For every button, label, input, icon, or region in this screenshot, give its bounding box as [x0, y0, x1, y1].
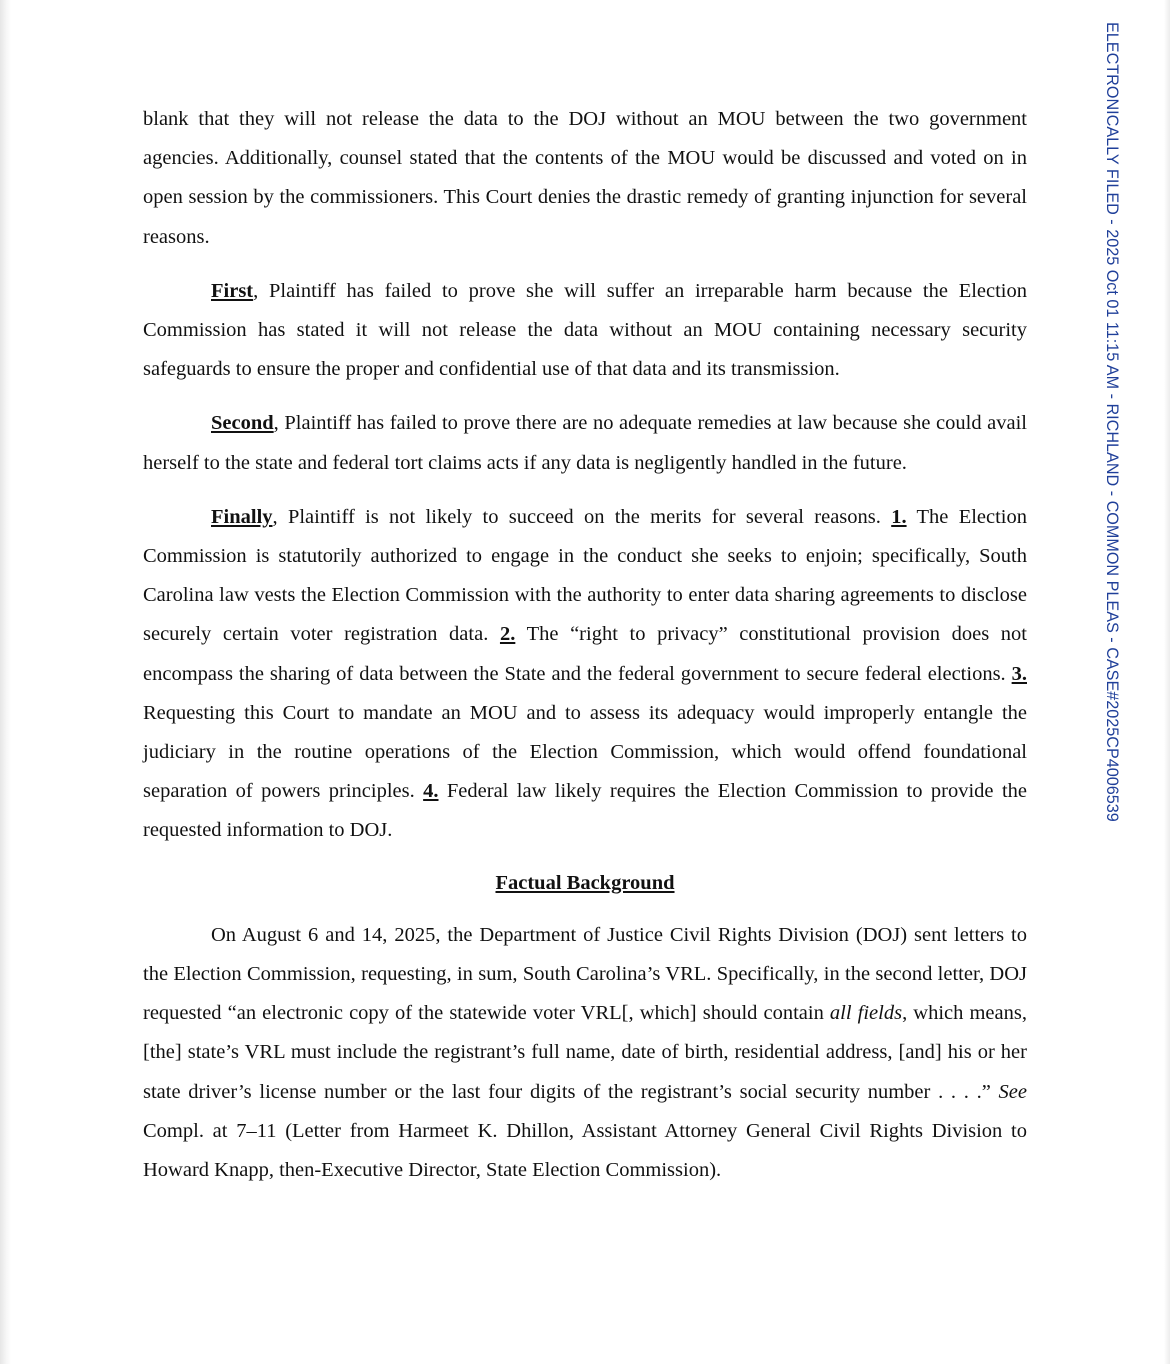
emphasis-see: See	[998, 1080, 1027, 1103]
paragraph-finally-text-2: The “right to privacy” constitutional provision does not encompass the sharing of data between the State and the federal government to secure federal elections.	[143, 623, 1027, 685]
reason-number-4: 4.	[423, 780, 439, 803]
paragraph-background-text-2: Compl. at 7–11 (Letter from Harmeet K. Dhillon, Assistant Attorney General Civil Rights Division to Howard Knapp, then-Executive Director, State Election Commission).	[143, 1119, 1027, 1182]
document-body	[143, 100, 1027, 1190]
reason-number-1: 1.	[891, 505, 907, 528]
paragraph-background-text-1: , which means, [the] state’s VRL must include the registrant’s full name, date of birth, residential address, [and] his or her state driver’s license number or the last four digits of the registrant’s social security number . . . .”	[143, 1002, 1027, 1103]
paragraph-continuation: blank that they will not release the data to the DOJ without an MOU between the two government agencies. Additionally, counsel stated that the contents of the MOU would be discussed and voted on in open session by the commissioners. This Court denies the drastic remedy of granting injunction for several reasons.	[143, 108, 1027, 248]
filing-stamp-text: ELECTRONICALLY FILED - 2025 Oct 01 11:15 AM - RICHLAND - COMMON PLEAS - CASE#2025CP4006539	[1103, 22, 1121, 822]
section-heading: Factual Background	[495, 871, 675, 894]
filing-stamp	[1102, 22, 1122, 962]
lead-word-finally: Finally	[211, 505, 273, 528]
reason-number-2: 2.	[499, 623, 516, 646]
lead-word-second: Second	[211, 412, 274, 435]
reason-number-3: 3.	[1011, 662, 1027, 685]
paragraph-background-text-0: On August 6 and 14, 2025, the Department of Justice Civil Rights Division (DOJ) sent letters to the Election Commission, requesting, in sum, South Carolina’s VRL. Specifically, in the second letter, DOJ requested “an electronic copy of the statewide voter VRL[, which] should contain	[143, 923, 1027, 1025]
paragraph-background	[143, 916, 1027, 1190]
paragraph-finally	[143, 498, 1027, 851]
paragraph-first	[143, 272, 1027, 390]
paragraph-finally-text-4: Federal law likely requires the Election Commission to provide the requested information to DOJ.	[143, 780, 1027, 842]
paragraph-first-text: , Plaintiff has failed to prove she will suffer an irreparable harm because the Election Commission has stated it will not release the data without an MOU containing necessary security safeguards to ensure the proper and confidential use of that data and its transmission.	[143, 279, 1027, 381]
paragraph-finally-text-3: Requesting this Court to mandate an MOU and to assess its adequacy would improperly entangle the judiciary in the routine operations of the Election Commission, which would offend foundational separation of powers principles.	[143, 701, 1027, 803]
paragraph-finally-text-1: The Election Commission is statutorily authorized to engage in the conduct she seeks to enjoin; specifically, South Carolina law vests the Election Commission with the authority to enter data sharing agreements to disclose securely certain voter registration data.	[143, 505, 1028, 646]
paragraph-finally-text-0: , Plaintiff is not likely to succeed on the merits for several reasons.	[272, 505, 892, 528]
page-left-shadow	[0, 0, 11, 1364]
page-right-shadow	[1164, 0, 1170, 1364]
emphasis-all-fields: all fields	[829, 1002, 903, 1025]
paragraph-second-text: , Plaintiff has failed to prove there are no adequate remedies at law because she could avail herself to the state and federal tort claims acts if any data is negligently handled in the future.	[143, 412, 1027, 474]
lead-word-first: First	[211, 279, 254, 302]
paragraph-second	[143, 404, 1027, 482]
